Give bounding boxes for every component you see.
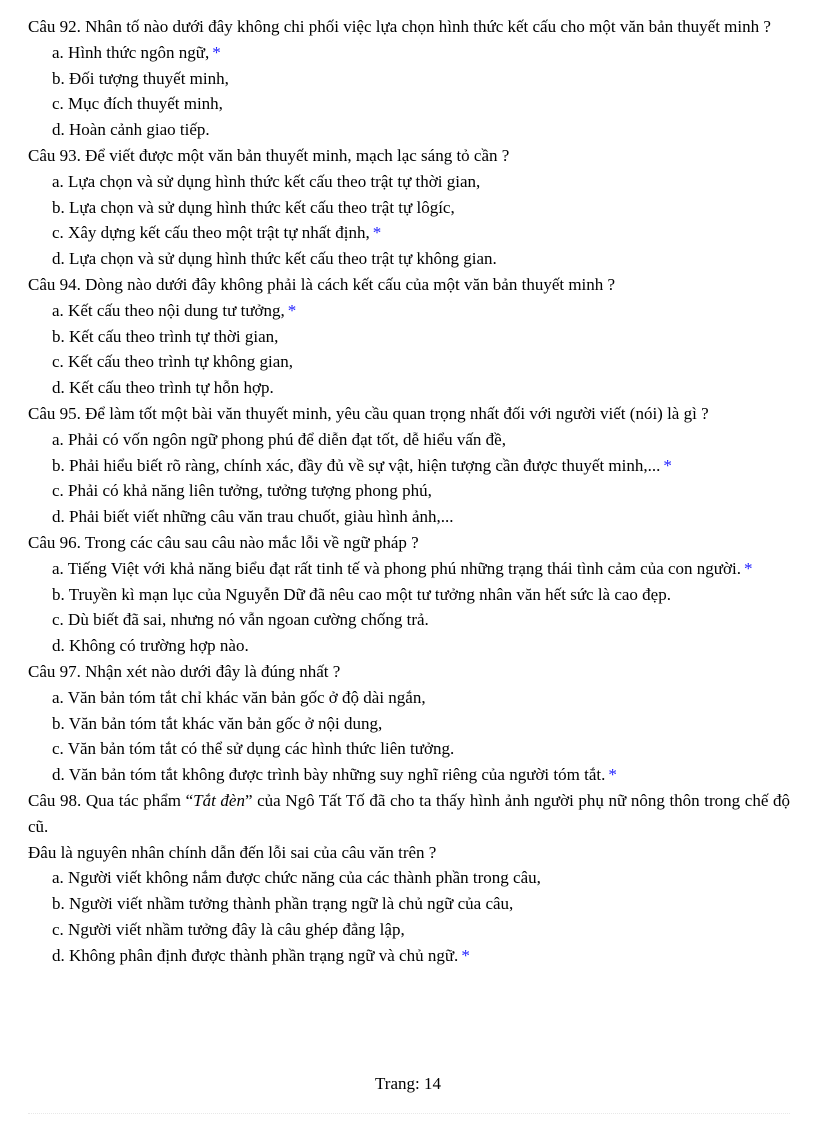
- question-block: [28, 272, 790, 401]
- option-text: a. Hình thức ngôn ngữ,: [52, 42, 210, 62]
- answer-option: [28, 504, 790, 530]
- option-text: c. Mục đích thuyết minh,: [52, 94, 223, 114]
- answer-option: [28, 91, 790, 117]
- answer-mark: *: [372, 223, 382, 243]
- answer-option: [28, 220, 790, 246]
- question-text: Câu 93. Để viết được một văn bản thuyết minh, mạch lạc sáng tỏ cần ?: [28, 145, 510, 165]
- option-text: d. Hoàn cảnh giao tiếp.: [52, 120, 210, 140]
- option-text: c. Dù biết đã sai, nhưng nó vẫn ngoan cường chống trả.: [52, 610, 429, 630]
- answer-mark: *: [608, 765, 617, 785]
- answer-option: [28, 453, 790, 479]
- answer-mark: *: [461, 945, 470, 965]
- option-text: a. Lựa chọn và sử dụng hình thức kết cấu theo trật tự thời gian,: [52, 171, 481, 191]
- answer-option: [28, 298, 790, 324]
- footer-divider: [28, 1113, 790, 1114]
- answer-option: [28, 762, 790, 788]
- answer-option: [28, 943, 790, 969]
- answer-option: [28, 427, 790, 453]
- option-text: d. Phải biết viết những câu văn trau chuốt, giàu hình ảnh,...: [52, 507, 454, 527]
- answer-option: [28, 478, 790, 504]
- answer-option: [28, 246, 790, 272]
- option-text: c. Kết cấu theo trình tự không gian,: [52, 352, 294, 372]
- answer-option: [28, 582, 790, 608]
- question-block: [28, 659, 790, 788]
- answer-option: [28, 117, 790, 143]
- answer-option: [28, 711, 790, 737]
- answer-option: [28, 169, 790, 195]
- question-list: [28, 14, 790, 968]
- work-title: Tắt đèn: [193, 790, 245, 810]
- option-text: c. Người viết nhầm tưởng đây là câu ghép đẳng lập,: [52, 919, 405, 939]
- answer-option: [28, 891, 790, 917]
- option-text: d. Không phân định được thành phần trạng ngữ và chủ ngữ.: [52, 945, 459, 965]
- option-text: d. Không có trường hợp nào.: [52, 636, 249, 656]
- answer-option: [28, 607, 790, 633]
- option-text: c. Xây dựng kết cấu theo một trật tự nhất định,: [52, 223, 370, 243]
- question-block: [28, 788, 790, 969]
- option-text: a. Tiếng Việt với khả năng biểu đạt rất tinh tế và phong phú những trạng thái tình cảm của con người.: [52, 558, 741, 578]
- answer-option: [28, 633, 790, 659]
- option-text: a. Kết cấu theo nội dung tư tưởng,: [52, 300, 285, 320]
- question-block: [28, 14, 790, 143]
- option-text: b. Người viết nhầm tưởng thành phần trạng ngữ là chủ ngữ của câu,: [52, 894, 514, 914]
- question-text: Câu 96. Trong các câu sau câu nào mắc lỗi về ngữ pháp ?: [28, 532, 419, 552]
- option-text: d. Văn bản tóm tắt không được trình bày những suy nghĩ riêng của người tóm tắt.: [52, 765, 606, 785]
- question-block: [28, 143, 790, 272]
- option-text: a. Người viết không nắm được chức năng của các thành phần trong câu,: [52, 868, 541, 888]
- answer-option: [28, 66, 790, 92]
- option-text: c. Phải có khả năng liên tưởng, tưởng tượng phong phú,: [52, 481, 432, 501]
- question-text: Câu 94. Dòng nào dưới đây không phải là cách kết cấu của một văn bản thuyết minh ?: [28, 274, 616, 294]
- page-number: Trang: 14: [375, 1074, 441, 1093]
- question-text: [28, 788, 790, 840]
- question-block: [28, 401, 790, 530]
- answer-option: [28, 324, 790, 350]
- question-text: Câu 92. Nhân tố nào dưới đây không chi phối việc lựa chọn hình thức kết cấu cho một văn bản thuyết minh ?: [28, 17, 771, 36]
- answer-option: [28, 349, 790, 375]
- answer-mark: *: [212, 42, 221, 62]
- answer-mark: *: [287, 300, 297, 320]
- option-text: d. Lựa chọn và sử dụng hình thức kết cấu theo trật tự không gian.: [52, 249, 497, 269]
- option-text: b. Truyền kì mạn lục của Nguyễn Dữ đã nêu cao một tư tưởng nhân văn hết sức là cao đẹp.: [52, 584, 671, 604]
- option-text: c. Văn bản tóm tắt có thể sử dụng các hình thức liên tưởng.: [52, 739, 455, 759]
- answer-option: [28, 556, 790, 582]
- answer-option: [28, 685, 790, 711]
- answer-option: [28, 195, 790, 221]
- question-text-start: Câu 98. Qua tác phẩm “: [28, 790, 194, 810]
- question-text: Câu 97. Nhận xét nào dưới đây là đúng nhất ?: [28, 661, 341, 681]
- option-text: b. Lựa chọn và sử dụng hình thức kết cấu theo trật tự lôgíc,: [52, 197, 455, 217]
- answer-option: [28, 736, 790, 762]
- answer-mark: *: [743, 558, 753, 578]
- option-text: b. Văn bản tóm tắt khác văn bản gốc ở nội dung,: [52, 713, 383, 733]
- question-text-end: ” của Ngô Tất Tố đã cho ta thấy hình ảnh người phụ nữ nông thôn trong chế độ cũ.: [28, 790, 790, 836]
- question-text: Câu 95. Để làm tốt một bài văn thuyết minh, yêu cầu quan trọng nhất đối với người viết (nói) là gì ?: [28, 403, 709, 423]
- option-text: d. Kết cấu theo trình tự hỗn hợp.: [52, 378, 274, 398]
- answer-option: [28, 917, 790, 943]
- question-block: [28, 530, 790, 659]
- option-text: a. Văn bản tóm tắt chỉ khác văn bản gốc ở độ dài ngắn,: [52, 687, 426, 707]
- answer-mark: *: [663, 455, 672, 475]
- option-text: b. Đối tượng thuyết minh,: [52, 68, 229, 88]
- sub-question-text: Đâu là nguyên nhân chính dẫn đến lỗi sai của câu văn trên ?: [28, 842, 437, 862]
- answer-option: [28, 865, 790, 891]
- answer-option: [28, 40, 790, 66]
- option-text: b. Phải hiểu biết rõ ràng, chính xác, đầy đủ về sự vật, hiện tượng cần được thuyết minh,...: [52, 455, 661, 475]
- option-text: a. Phải có vốn ngôn ngữ phong phú để diễn đạt tốt, dễ hiểu vấn đề,: [52, 429, 506, 449]
- answer-option: [28, 375, 790, 401]
- option-text: b. Kết cấu theo trình tự thời gian,: [52, 326, 279, 346]
